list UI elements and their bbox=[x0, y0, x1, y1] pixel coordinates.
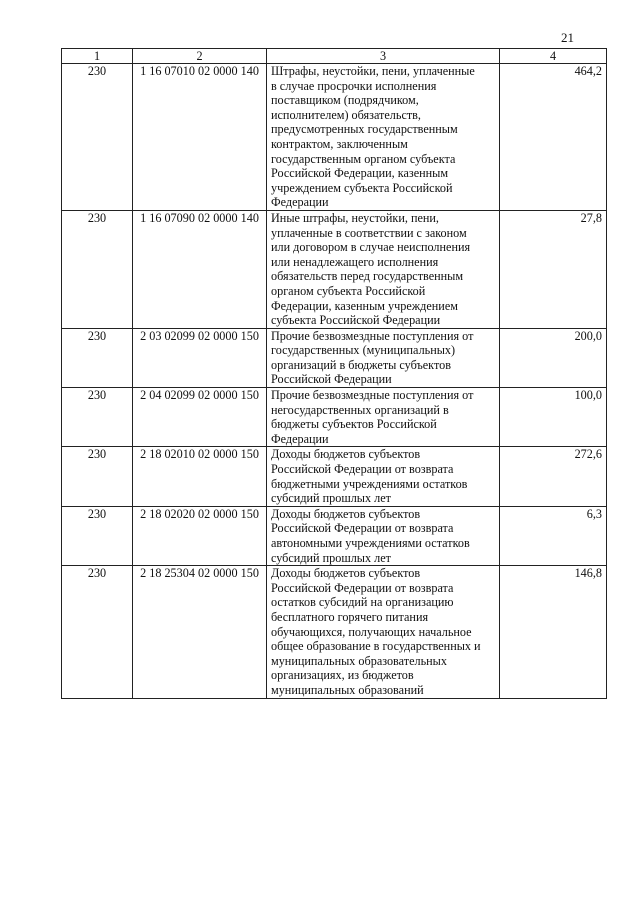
revenue-name-line: Прочие безвозмездные поступления от bbox=[271, 388, 474, 403]
admin-code-cell: 230 bbox=[62, 566, 133, 698]
table-row bbox=[62, 64, 607, 211]
revenue-name-line: организаций в бюджеты субъектов bbox=[271, 357, 451, 372]
table-row bbox=[62, 328, 607, 387]
revenue-name-line: предусмотренных государственным bbox=[271, 122, 458, 137]
amount-cell: 200,0 bbox=[500, 328, 607, 387]
revenue-table bbox=[61, 48, 607, 699]
amount-cell: 464,2 bbox=[500, 64, 607, 211]
revenue-name-line: Доходы бюджетов субъектов bbox=[271, 506, 421, 521]
revenue-name-line: Федерации, казенным учреждением bbox=[271, 298, 458, 313]
revenue-name-line: контрактом, заключенным bbox=[271, 136, 408, 151]
budget-classification-code-cell: 2 18 02010 02 0000 150 bbox=[133, 447, 267, 506]
table-row bbox=[62, 210, 607, 328]
revenue-name-line: Прочие безвозмездные поступления от bbox=[271, 328, 474, 343]
amount-cell: 100,0 bbox=[500, 388, 607, 447]
revenue-name-line: государственных (муниципальных) bbox=[271, 343, 456, 358]
revenue-name-line: Федерации bbox=[271, 195, 329, 210]
budget-classification-code-cell: 2 04 02099 02 0000 150 bbox=[133, 388, 267, 447]
revenue-name-line: уплаченные в соответствии с законом bbox=[271, 225, 467, 240]
revenue-name-line: бюджетными учреждениями остатков bbox=[271, 476, 468, 491]
table-header-row bbox=[62, 49, 607, 64]
revenue-name-line: исполнителем) обязательств, bbox=[271, 107, 421, 122]
revenue-name-line: организациях, из бюджетов bbox=[271, 668, 414, 683]
column-header-1: 1 bbox=[62, 49, 133, 64]
page-number: 21 bbox=[561, 30, 574, 45]
revenue-name-cell bbox=[267, 64, 500, 211]
revenue-name-cell bbox=[267, 388, 500, 447]
revenue-name-line: автономными учреждениями остатков bbox=[271, 536, 470, 550]
revenue-name-line: муниципальных образований bbox=[271, 682, 424, 697]
revenue-name-line: в случае просрочки исполнения bbox=[271, 78, 437, 93]
column-header-2: 2 bbox=[133, 49, 267, 64]
table-row bbox=[62, 388, 607, 447]
revenue-name-line: бюджеты субъектов Российской bbox=[271, 417, 437, 432]
budget-classification-code-cell: 2 03 02099 02 0000 150 bbox=[133, 328, 267, 387]
budget-classification-code-cell: 1 16 07090 02 0000 140 bbox=[133, 210, 267, 328]
amount-cell: 272,6 bbox=[500, 447, 607, 506]
amount-cell: 27,8 bbox=[500, 210, 607, 328]
revenue-name-cell bbox=[267, 447, 500, 506]
revenue-name-line: муниципальных образовательных bbox=[271, 653, 447, 668]
revenue-name-cell bbox=[267, 506, 500, 565]
admin-code-cell: 230 bbox=[62, 328, 133, 387]
revenue-name-line: субсидий прошлых лет bbox=[271, 491, 391, 506]
revenue-name-line: обучающихся, получающих начальное bbox=[271, 624, 472, 639]
table-row bbox=[62, 447, 607, 506]
revenue-name-line: или ненадлежащего исполнения bbox=[271, 254, 439, 269]
admin-code-cell: 230 bbox=[62, 447, 133, 506]
table-body bbox=[62, 64, 607, 699]
amount-cell: 146,8 bbox=[500, 566, 607, 698]
admin-code-cell: 230 bbox=[62, 210, 133, 328]
column-header-4: 4 bbox=[500, 49, 607, 64]
revenue-name-line: общее образование в государственных и bbox=[271, 639, 481, 654]
revenue-name-cell bbox=[267, 566, 500, 698]
table-row bbox=[62, 506, 607, 565]
admin-code-cell: 230 bbox=[62, 388, 133, 447]
revenue-name-line: Российской Федерации bbox=[271, 372, 392, 387]
revenue-name-line: Доходы бюджетов субъектов bbox=[271, 566, 421, 581]
revenue-name-line: Федерации bbox=[271, 431, 329, 446]
revenue-name-line: субъекта Российской Федерации bbox=[271, 313, 441, 328]
budget-classification-code-cell: 2 18 02020 02 0000 150 bbox=[133, 506, 267, 565]
revenue-name-cell bbox=[267, 210, 500, 328]
revenue-name-line: Доходы бюджетов субъектов bbox=[271, 447, 421, 462]
revenue-name-line: органом субъекта Российской bbox=[271, 283, 426, 298]
revenue-name-line: негосударственных организаций в bbox=[271, 402, 449, 417]
admin-code-cell: 230 bbox=[62, 64, 133, 211]
revenue-name-line: субсидий прошлых лет bbox=[271, 550, 391, 565]
revenue-name-line: Российской Федерации от возврата bbox=[271, 462, 454, 477]
revenue-name-line: Штрафы, неустойки, пени, уплаченные bbox=[271, 64, 475, 78]
revenue-name-line: Российской Федерации от возврата bbox=[271, 521, 454, 536]
budget-classification-code-cell: 2 18 25304 02 0000 150 bbox=[133, 566, 267, 698]
revenue-name-line: обязательств перед государственным bbox=[271, 269, 464, 284]
budget-classification-code-cell: 1 16 07010 02 0000 140 bbox=[133, 64, 267, 211]
admin-code-cell: 230 bbox=[62, 506, 133, 565]
revenue-name-line: поставщиком (подрядчиком, bbox=[271, 93, 419, 108]
revenue-name-line: Иные штрафы, неустойки, пени, bbox=[271, 210, 439, 225]
revenue-name-line: или договором в случае неисполнения bbox=[271, 240, 471, 255]
column-header-3: 3 bbox=[267, 49, 500, 64]
revenue-name-line: учреждением субъекта Российской bbox=[271, 180, 453, 195]
revenue-name-line: бесплатного горячего питания bbox=[271, 609, 429, 624]
revenue-name-line: Российской Федерации от возврата bbox=[271, 580, 454, 595]
amount-cell: 6,3 bbox=[500, 506, 607, 565]
revenue-name-line: государственным органом субъекта bbox=[271, 151, 456, 166]
revenue-name-line: остатков субсидий на организацию bbox=[271, 595, 454, 610]
revenue-name-cell bbox=[267, 328, 500, 387]
revenue-name-line: Российской Федерации, казенным bbox=[271, 166, 449, 181]
table-row bbox=[62, 566, 607, 698]
